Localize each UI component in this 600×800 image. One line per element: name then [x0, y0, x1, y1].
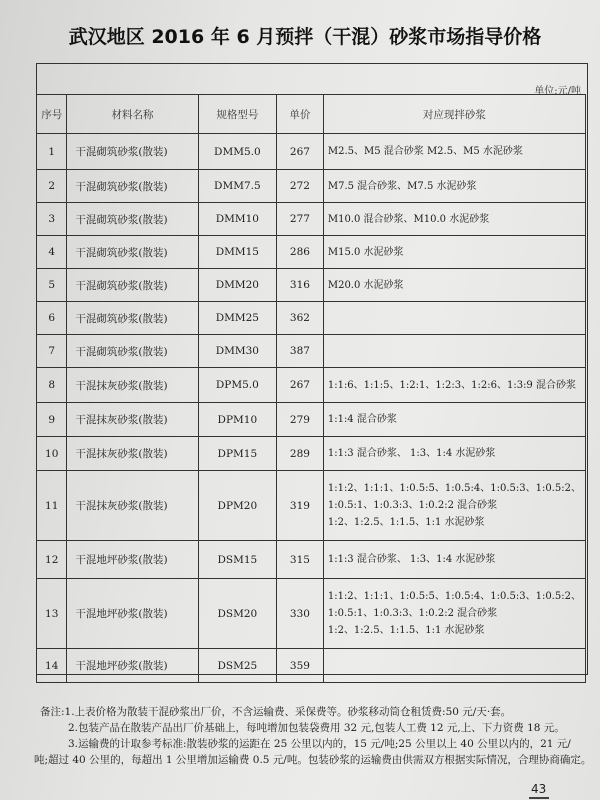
header-spec: 规格型号	[198, 95, 276, 134]
mortar-equivalent	[323, 649, 585, 683]
row-number: 6	[37, 302, 67, 335]
table-row	[37, 302, 586, 335]
spec-model: DMM20	[198, 269, 276, 302]
unit-label: 单位:元/吨	[534, 86, 581, 97]
unit-price: 286	[277, 236, 324, 269]
spec-model: DPM5.0	[198, 368, 276, 403]
header-mortar: 对应现拌砂浆	[323, 95, 585, 134]
spec-model: DPM10	[198, 403, 276, 437]
row-number: 3	[37, 203, 67, 236]
mortar-line: 1:2、1:2.5、1:1.5、1:1 水泥砂浆	[327, 625, 485, 636]
mortar-equivalent	[323, 134, 585, 170]
mortar-line: 1:1:3 混合砂浆、 1:3、1:4 水泥砂浆	[327, 554, 496, 565]
row-number: 8	[37, 368, 67, 403]
material-name: 干混抹灰砂浆(散装)	[67, 368, 198, 403]
row-number: 14	[37, 649, 67, 683]
table-row	[37, 170, 586, 203]
note-line: 吨;超过 40 公里的，每超出 1 公里增加运输费 0.5 元/吨。包装砂浆的运输费由供需双方根据实际情况，合理协商确定。	[34, 754, 592, 766]
row-number: 5	[37, 269, 67, 302]
table-row	[37, 236, 586, 269]
mortar-line: 1:1:2、1:1:1、1:0.5:5、1:0.5:4、1:0.5:3、1:0.5:2、	[327, 591, 581, 602]
mortar-equivalent	[323, 170, 585, 203]
unit-price: 387	[277, 335, 324, 368]
row-number: 12	[37, 541, 67, 579]
material-name: 干混砌筑砂浆(散装)	[67, 170, 198, 203]
mortar-equivalent	[323, 335, 585, 368]
mortar-line: 1:2、1:2.5、1:1.5、1:1 水泥砂浆	[327, 517, 485, 528]
mortar-equivalent	[323, 471, 585, 541]
mortar-equivalent	[323, 368, 585, 403]
spec-model: DMM30	[198, 335, 276, 368]
mortar-line: 1:1:4 混合砂浆	[327, 414, 397, 425]
spec-model: DMM15	[198, 236, 276, 269]
row-number: 13	[37, 579, 67, 649]
material-name: 干混砌筑砂浆(散装)	[67, 302, 198, 335]
row-number: 7	[37, 335, 67, 368]
material-name: 干混地坪砂浆(散装)	[67, 541, 198, 579]
material-name: 干混砌筑砂浆(散装)	[67, 335, 198, 368]
table-row	[37, 269, 586, 302]
note-line: 3.运输费的计取参考标准:散装砂浆的运距在 25 公里以内的，15 元/吨;25 公里以上 40 公里以内的，21 元/	[68, 738, 571, 750]
material-name: 干混抹灰砂浆(散装)	[67, 471, 198, 541]
mortar-line: M7.5 混合砂浆、M7.5 水泥砂浆	[327, 180, 477, 192]
mortar-line: M15.0 水泥砂浆	[327, 246, 404, 258]
price-table-frame	[36, 63, 588, 675]
unit-price: 319	[277, 471, 324, 541]
mortar-line: 1:1:2、1:1:1、1:0.5:5、1:0.5:4、1:0.5:3、1:0.5:2、	[327, 483, 581, 494]
material-name: 干混地坪砂浆(散装)	[67, 579, 198, 649]
table-row	[37, 437, 586, 471]
table-row	[37, 471, 586, 541]
mortar-equivalent	[323, 302, 585, 335]
unit-price: 315	[277, 541, 324, 579]
spec-model: DPM15	[198, 437, 276, 471]
spec-model: DSM20	[198, 579, 276, 649]
table-header-row	[37, 95, 586, 134]
row-number: 10	[37, 437, 67, 471]
notes-section	[34, 704, 592, 768]
table-row	[37, 203, 586, 236]
note-line: 2.包装产品在散装产品出厂价基础上，每吨增加包装袋费用 32 元,包装人工费 12 元,上、下力资费 18 元。	[68, 722, 565, 734]
unit-price: 267	[277, 368, 324, 403]
material-name: 干混砌筑砂浆(散装)	[67, 236, 198, 269]
page-title: 武汉地区 2016 年 6 月预拌（干混）砂浆市场指导价格	[68, 26, 542, 48]
mortar-line: M2.5、M5 混合砂浆 M2.5、M5 水泥砂浆	[327, 146, 523, 157]
spec-model: DMM5.0	[198, 134, 276, 170]
material-name: 干混砌筑砂浆(散装)	[67, 269, 198, 302]
spec-model: DMM7.5	[198, 170, 276, 203]
spec-model: DSM15	[198, 541, 276, 579]
table-row	[37, 368, 586, 403]
spec-model: DPM20	[198, 471, 276, 541]
mortar-line: 1:1:3 混合砂浆、 1:3、1:4 水泥砂浆	[327, 448, 496, 459]
mortar-line: M20.0 水泥砂浆	[327, 279, 404, 291]
material-name: 干混抹灰砂浆(散装)	[67, 403, 198, 437]
table-body	[37, 134, 586, 683]
row-number: 1	[37, 134, 67, 170]
mortar-equivalent	[323, 579, 585, 649]
mortar-equivalent	[323, 541, 585, 579]
mortar-equivalent	[323, 269, 585, 302]
mortar-equivalent	[323, 203, 585, 236]
table-row	[37, 579, 586, 649]
unit-price: 279	[277, 403, 324, 437]
mortar-equivalent	[323, 437, 585, 471]
header-name: 材料名称	[67, 95, 198, 134]
unit-price: 267	[277, 134, 324, 170]
table-row	[37, 403, 586, 437]
material-name: 干混抹灰砂浆(散装)	[67, 437, 198, 471]
unit-price: 316	[277, 269, 324, 302]
material-name: 干混砌筑砂浆(散装)	[67, 134, 198, 170]
row-number: 11	[37, 471, 67, 541]
material-name: 干混砌筑砂浆(散装)	[67, 203, 198, 236]
material-name: 干混地坪砂浆(散装)	[67, 649, 198, 683]
table-row	[37, 649, 586, 683]
unit-price: 359	[277, 649, 324, 683]
row-number: 2	[37, 170, 67, 203]
mortar-line: 1:1:6、1:1:5、1:2:1、1:2:3、1:2:6、1:3:9 混合砂浆	[327, 379, 576, 391]
table-row	[37, 134, 586, 170]
mortar-equivalent	[323, 236, 585, 269]
header-price: 单价	[277, 95, 324, 134]
unit-price: 362	[277, 302, 324, 335]
price-table	[36, 94, 586, 683]
header-no: 序号	[37, 95, 67, 134]
mortar-line: 1:0.5:1、1:0.3:3、1:0.2:2 混合砂浆	[327, 500, 498, 511]
spec-model: DMM25	[198, 302, 276, 335]
page-number: 43	[531, 782, 547, 796]
unit-price: 289	[277, 437, 324, 471]
mortar-line: 1:0.5:1、1:0.3:3、1:0.2:2 混合砂浆	[327, 608, 498, 619]
spec-model: DSM25	[198, 649, 276, 683]
row-number: 9	[37, 403, 67, 437]
mortar-line: M10.0 混合砂浆、M10.0 水泥砂浆	[327, 213, 490, 225]
unit-price: 277	[277, 203, 324, 236]
unit-price: 272	[277, 170, 324, 203]
spec-model: DMM10	[198, 203, 276, 236]
table-row	[37, 335, 586, 368]
note-line: 备注:1.上表价格为散装干混砂浆出厂价，不含运输费、采保费等。砂浆移动筒仓租赁费:50 元/天·套。	[40, 706, 512, 718]
table-row	[37, 541, 586, 579]
unit-price: 330	[277, 579, 324, 649]
row-number: 4	[37, 236, 67, 269]
mortar-equivalent	[323, 403, 585, 437]
